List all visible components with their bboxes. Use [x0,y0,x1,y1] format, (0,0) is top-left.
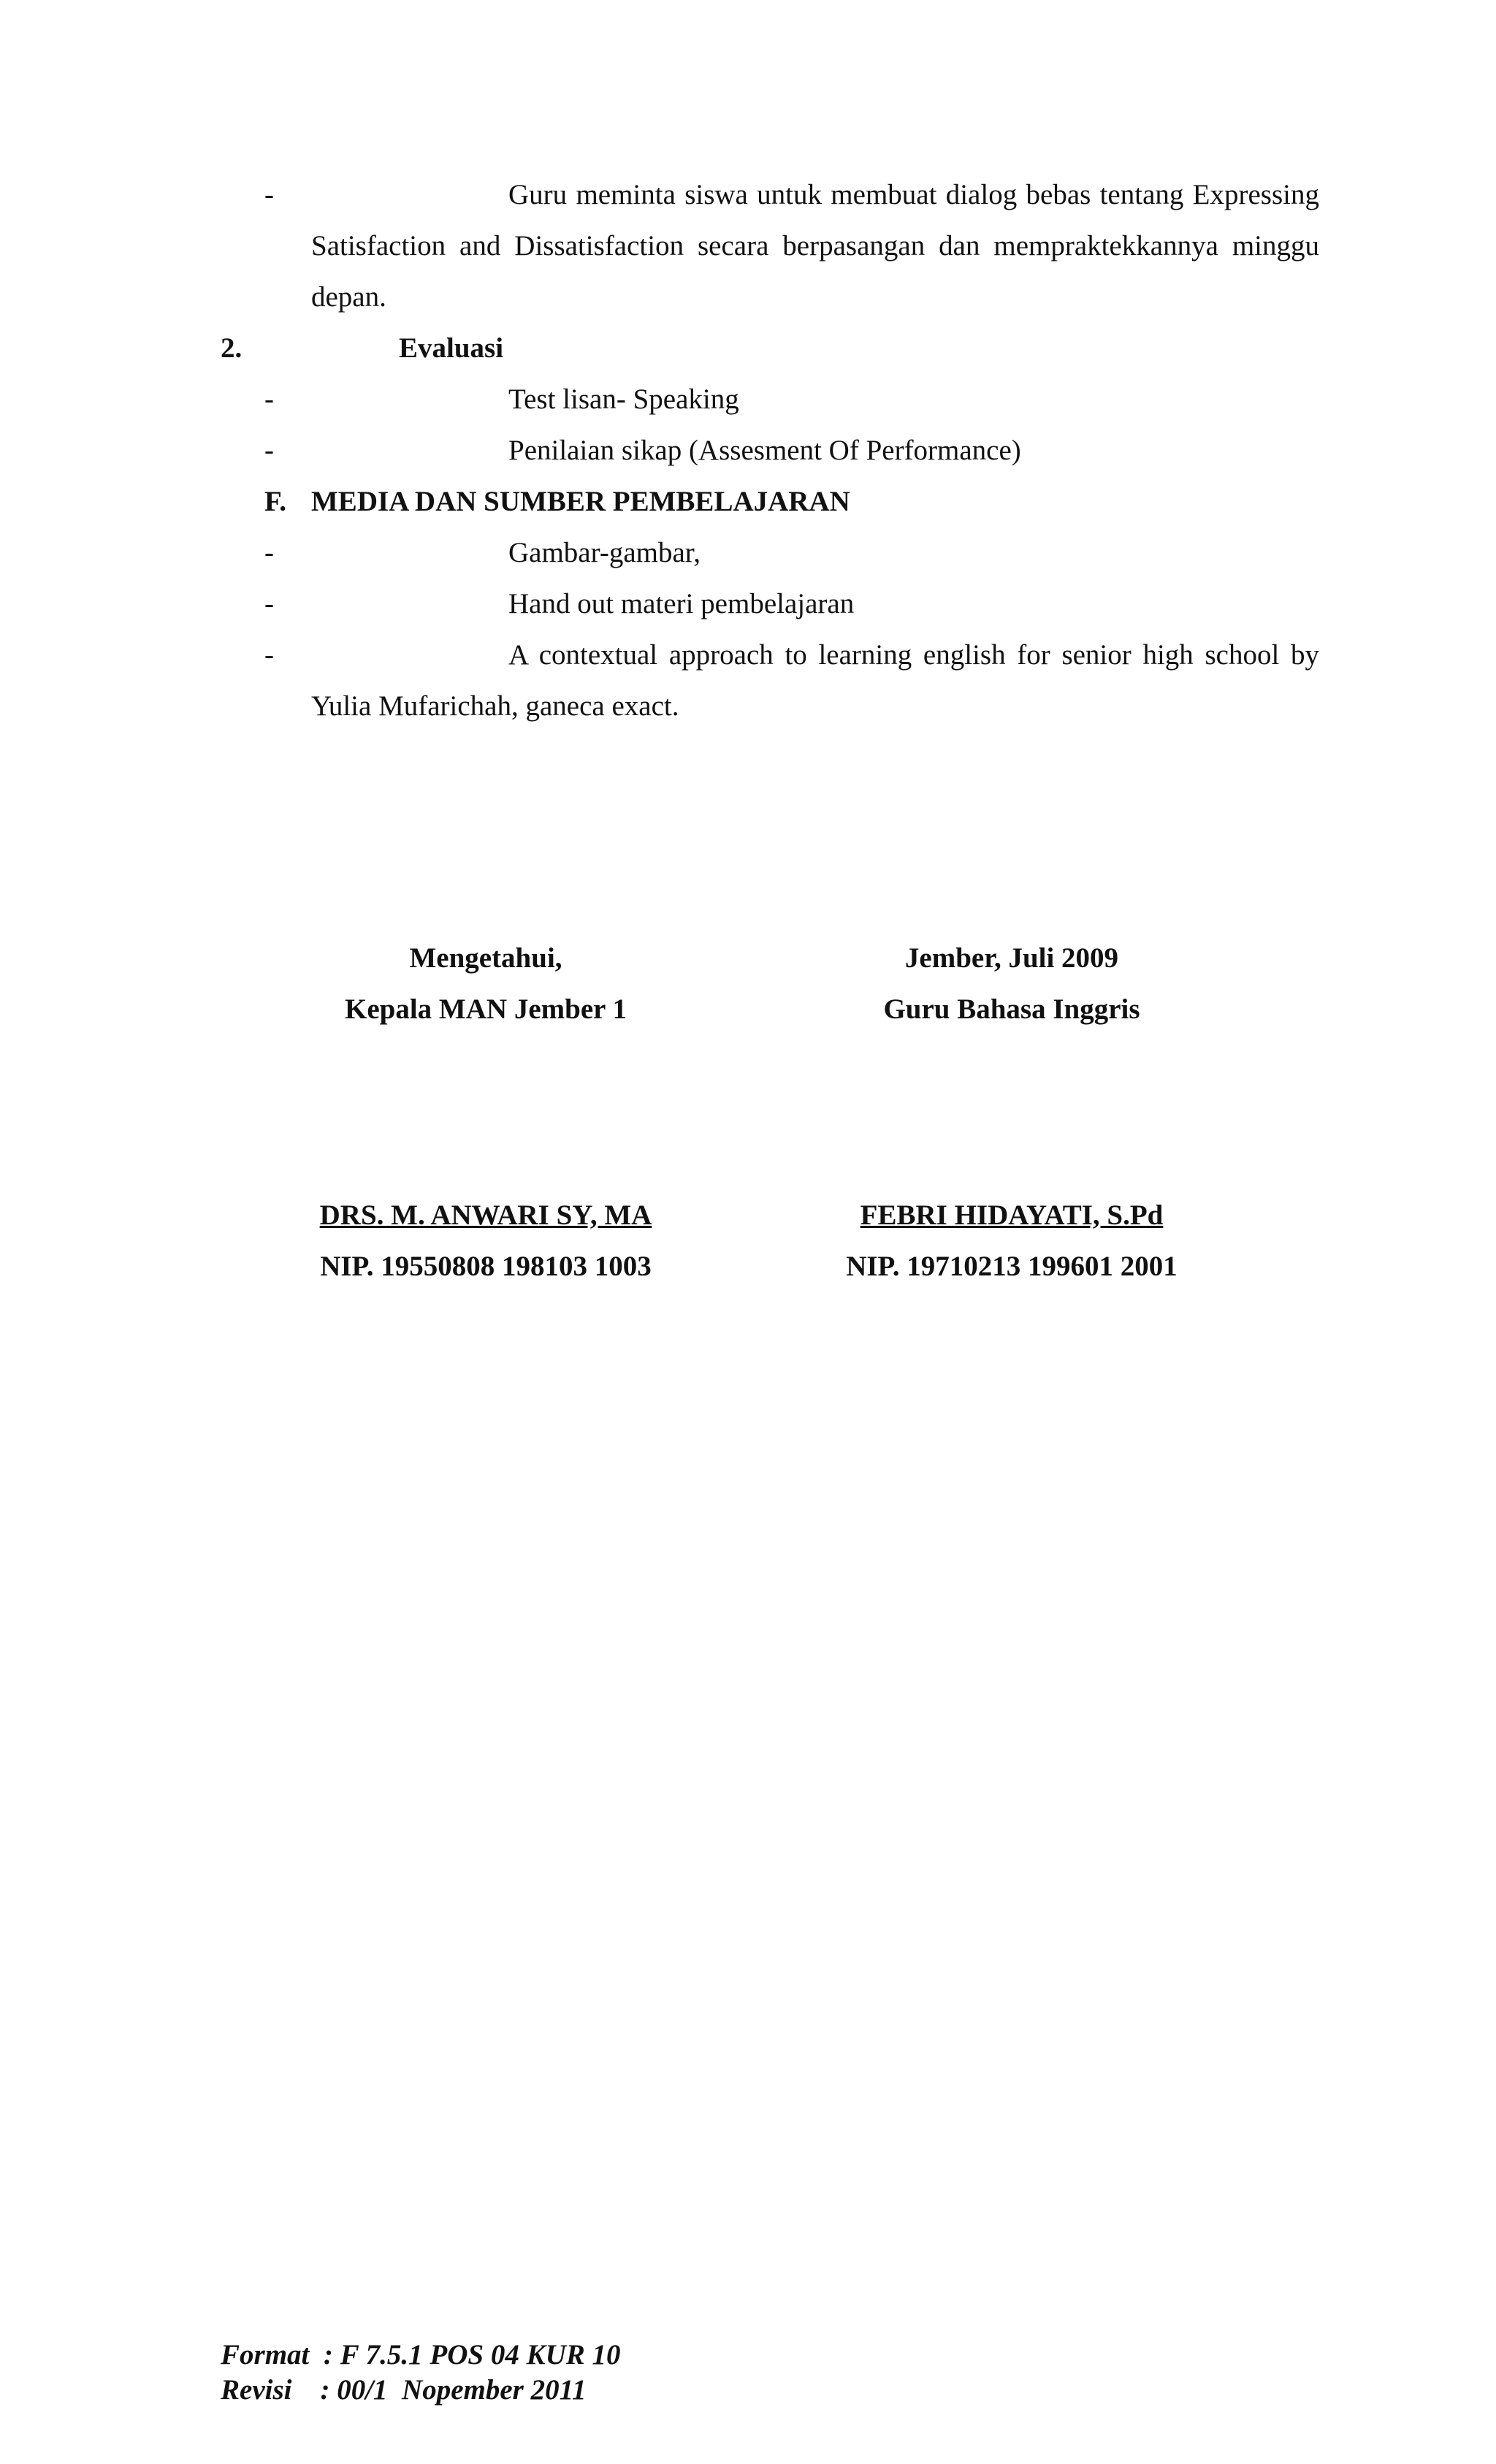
bullet-dash: - [264,435,274,466]
signature-left-name-text: DRS. M. ANWARI SY, MA [319,1199,652,1231]
bullet-dash: - [264,179,274,210]
signature-right-name-text: FEBRI HIDAYATI, S.Pd [860,1199,1164,1231]
list-item-test-lisan: Test lisan- Speaking [508,384,739,415]
signature-right-name [745,1190,1278,1241]
list-item-penilaian-sikap: Penilaian sikap (Assesment Of Performance) [508,435,1021,466]
footer-revisi: Revisi : 00/1 Nopember 2011 [221,2374,587,2406]
bullet-dash: - [264,588,274,619]
signature-left-nip: NIP. 19550808 198103 1003 [320,1251,652,1282]
bullet-dash: - [264,384,274,415]
signature-left-acknowledged: Mengetahui, [409,942,562,974]
signature-right-place-date: Jember, Juli 2009 [904,942,1119,974]
signature-left-name [219,1190,752,1241]
section-number-evaluasi: 2. [221,332,243,364]
list-item-book-reference: A contextual approach to learning english for senior high school by Yulia Mufarichah, ganeca exact. [311,639,1319,722]
signature-right-role: Guru Bahasa Inggris [883,993,1140,1025]
list-item-hand-out: Hand out materi pembelajaran [508,588,855,619]
bullet-dash: - [264,639,274,671]
list-item-gambar: Gambar-gambar, [508,537,701,568]
bullet-dash: - [264,537,274,568]
section-letter-f: F. [264,486,286,517]
signature-left-role: Kepala MAN Jember 1 [345,993,627,1025]
signature-right-nip: NIP. 19710213 199601 2001 [846,1251,1178,1282]
footer-format: Format : F 7.5.1 POS 04 KUR 10 [221,2339,621,2370]
section-title-media: MEDIA DAN SUMBER PEMBELAJARAN [311,486,850,517]
list-item-dialog-assignment: Guru meminta siswa untuk membuat dialog bebas tentang Expressing Satisfaction and Dissatisfaction secara berpasangan dan mempraktekkannya minggu depan. [311,179,1319,313]
section-title-evaluasi: Evaluasi [399,332,504,364]
